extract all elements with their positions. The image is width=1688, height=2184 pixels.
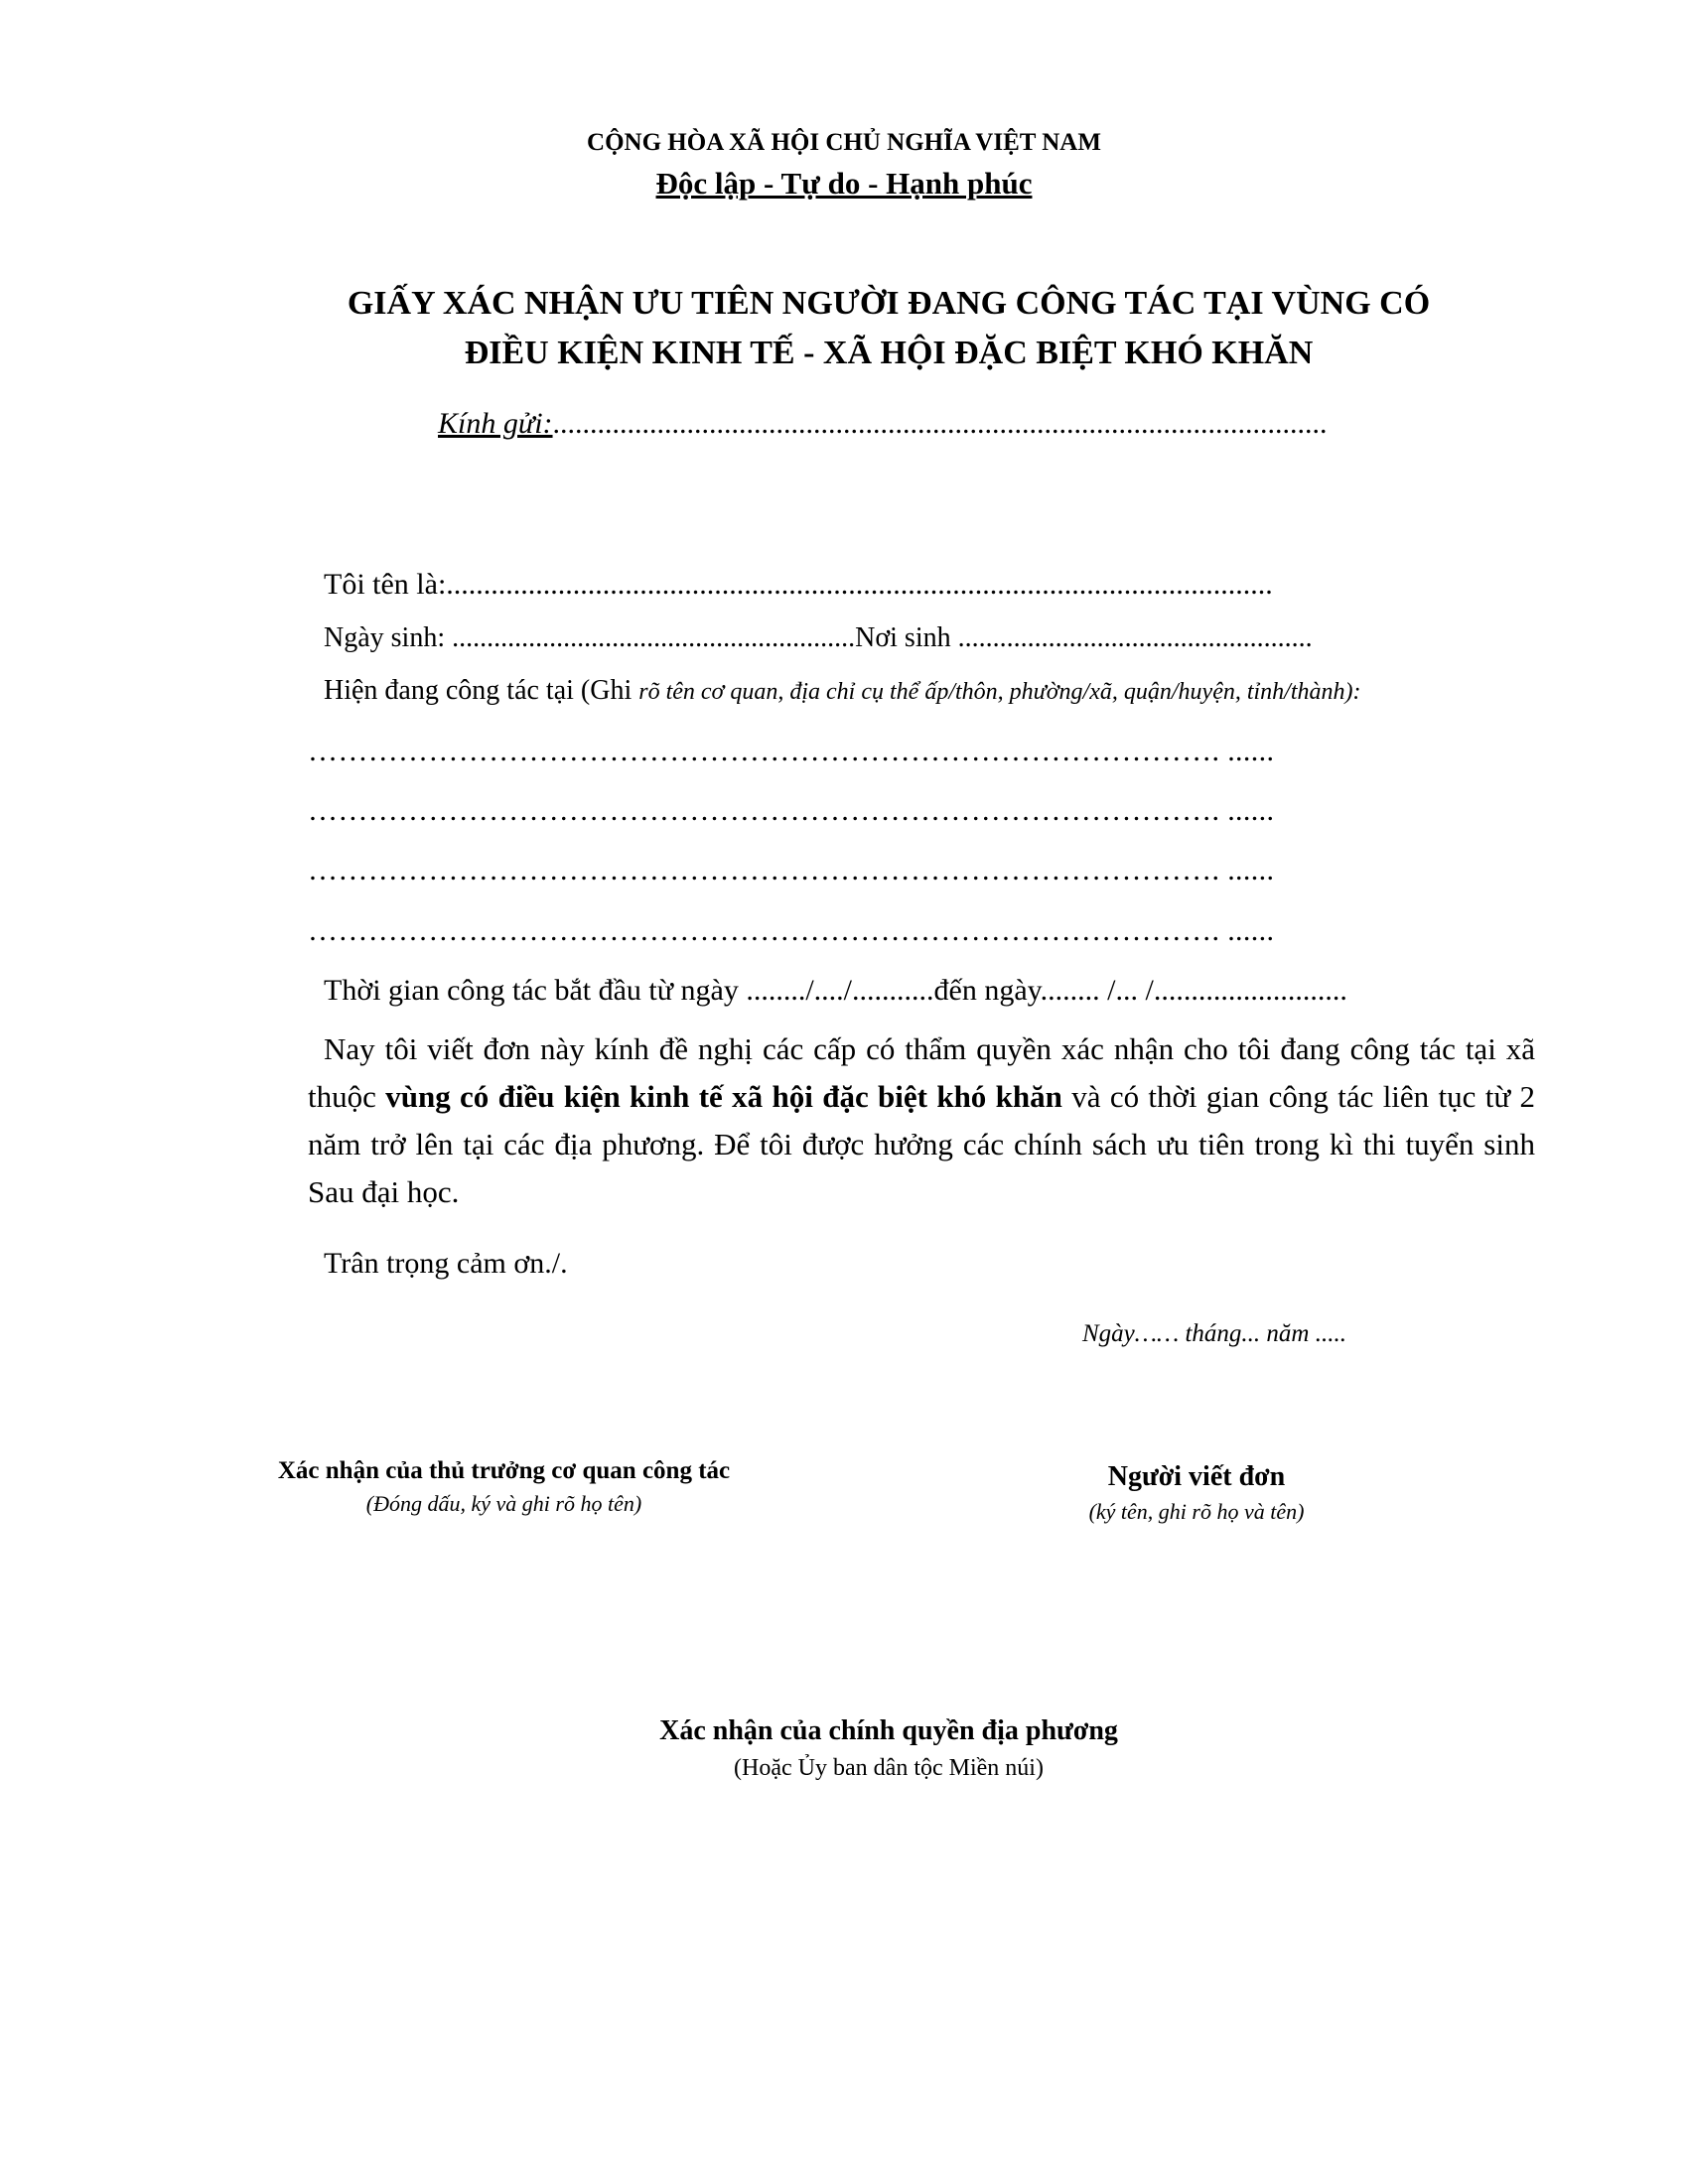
birth-date-label: Ngày sinh: [324,622,453,653]
employer-confirmation-title: Xác nhận của thủ trưởng cơ quan công tác [277,1457,731,1484]
document-title-line-2: ĐIỀU KIỆN KINH TẾ - XÃ HỘI ĐẶC BIỆT KHÓ KHĂN [464,335,1314,371]
recipient-label: Kính gửi: [438,407,553,440]
applicant-signature-note: (ký tên, ghi rõ họ và tên) [1088,1499,1305,1524]
birth-field [324,622,1313,654]
birth-place-blank[interactable]: ................................................... [957,622,1313,653]
name-blank[interactable]: ............................................................................................................... [446,568,1273,601]
request-text-part-2: và có thời gian công tác liên tục từ 2 năm trở lên tại các địa phương. Để tôi được hưởng các chính sách ưu tiên trong kì thi tuyển sinh Sau đại học. [308,1079,1535,1209]
workplace-note: rõ tên cơ quan, địa chỉ cụ thể ấp/thôn, phường/xã, quận/huyện, tỉnh/thành): [638,679,1361,705]
applicant-signature-title: Người viết đơn [1107,1461,1286,1492]
motto-text: Độc lập - Tự do - Hạnh phúc [655,166,1033,201]
birth-date-blank[interactable]: .......................................................... [452,622,856,653]
request-text-bold: vùng có điều kiện kinh tế xã hội đặc biệt khó khăn [385,1079,1062,1114]
workplace-blank-line[interactable]: ………………………………………………………………………………. ...... [308,794,1275,827]
date-line[interactable]: Ngày…… tháng... năm ..... [1082,1320,1346,1347]
local-authority-note: (Hoặc Ủy ban dân tộc Miền núi) [734,1755,1044,1781]
recipient-blank[interactable]: ........................................................................................................ [552,407,1328,440]
recipient-line [438,407,1328,441]
name-field [324,568,1273,602]
workplace-note-prefix: Ghi [590,675,639,706]
name-label: Tôi tên là: [324,568,447,601]
workplace-blank-line[interactable]: ………………………………………………………………………………. ...... [308,854,1275,887]
employer-confirmation-note: (Đóng dấu, ký và ghi rõ họ tên) [365,1491,642,1516]
closing-text: Trân trọng cảm ơn./. [324,1247,568,1280]
workplace-label: Hiện đang công tác tại ( [324,675,591,706]
motto-heading [0,166,1688,202]
work-period-field[interactable]: Thời gian công tác bắt đầu từ ngày ......../..../...........đến ngày........ /... /.......................... [324,974,1347,1007]
workplace-field [324,675,1361,707]
document-title-line-1: GIẤY XÁC NHẬN ƯU TIÊN NGƯỜI ĐANG CÔNG TÁC TẠI VÙNG CÓ [347,285,1431,322]
birth-place-label: Nơi sinh [855,622,958,653]
workplace-blank-line[interactable]: ………………………………………………………………………………. ...... [308,914,1275,947]
local-authority-title: Xác nhận của chính quyền địa phương [659,1715,1118,1746]
workplace-blank-line[interactable]: ………………………………………………………………………………. ...... [308,735,1275,767]
request-text-part-1: Nay tôi viết đơn này kính đề nghị các cấp có thẩm quyền xác nhận cho tôi đang công tác tại xã thuộc [308,1031,1535,1114]
request-paragraph [308,1025,1535,1216]
nation-heading: CỘNG HÒA XÃ HỘI CHỦ NGHĨA VIỆT NAM [587,129,1101,156]
